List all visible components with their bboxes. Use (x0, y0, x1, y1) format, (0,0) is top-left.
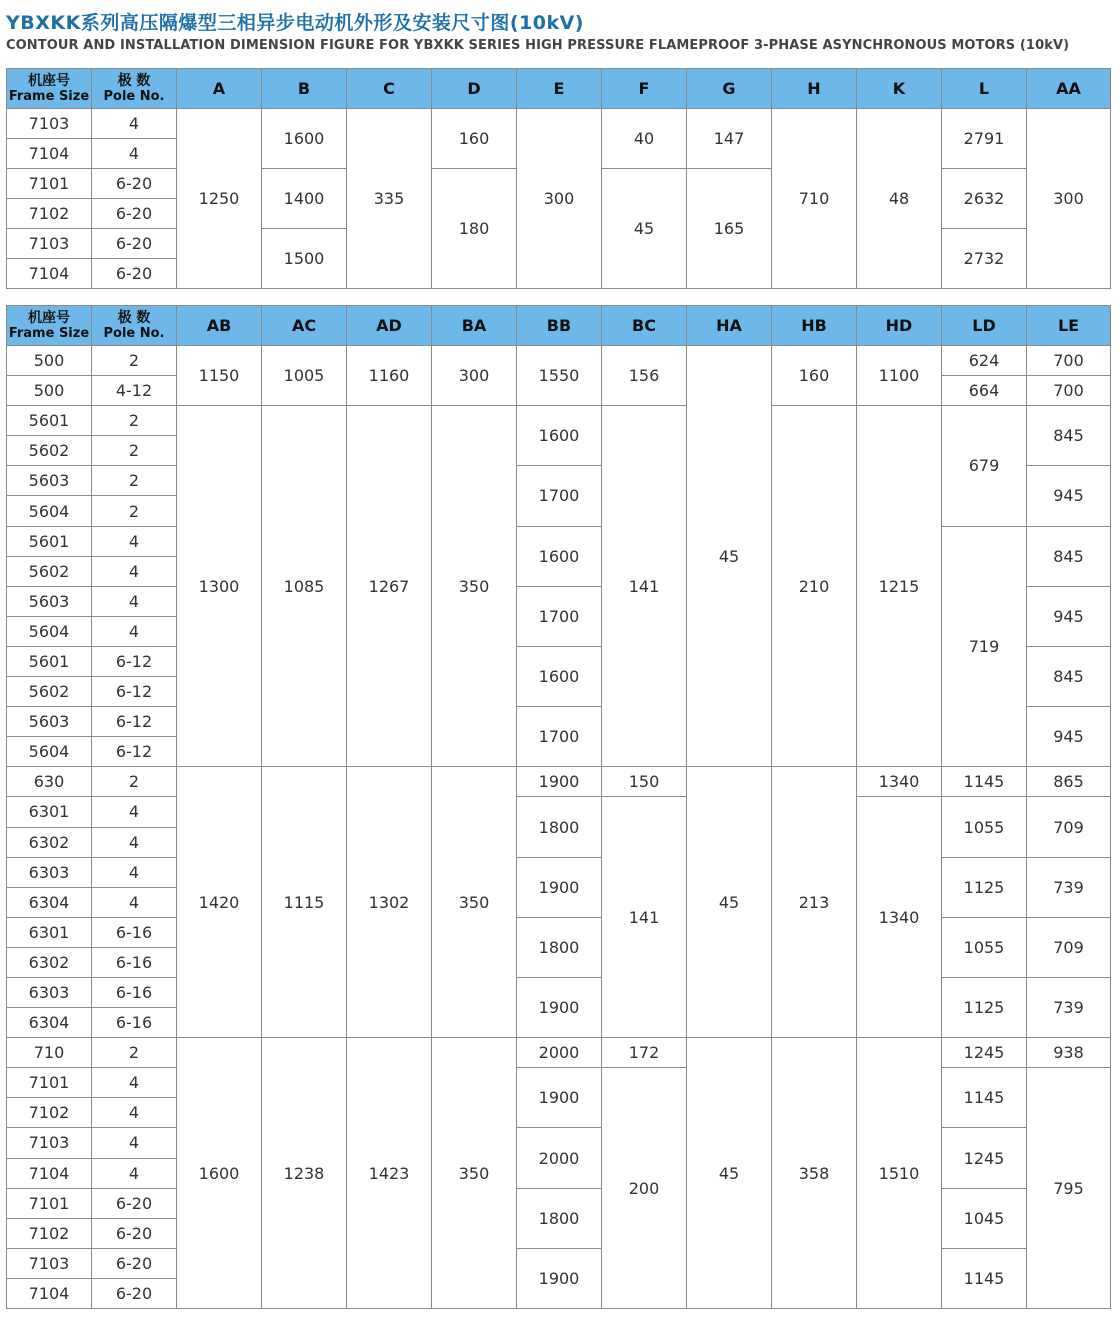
value-cell: 1150 (177, 346, 262, 406)
value-cell: 350 (432, 767, 517, 1038)
value-cell: 156 (602, 346, 687, 406)
column-header: LD (942, 306, 1027, 346)
frame-size-cell: 500 (7, 376, 92, 406)
pole-no-cell: 2 (92, 1038, 177, 1068)
value-cell: 1300 (177, 406, 262, 767)
value-cell: 1600 (517, 526, 602, 586)
value-cell: 1145 (942, 767, 1027, 797)
frame-size-cell: 6304 (7, 887, 92, 917)
column-header: D (432, 69, 517, 109)
value-cell: 1900 (517, 1248, 602, 1308)
value-cell: 1550 (517, 346, 602, 406)
table-row (7, 977, 1111, 1007)
value-cell: 2791 (942, 109, 1027, 169)
value-cell: 845 (1027, 526, 1111, 586)
pole-no-cell: 4 (92, 827, 177, 857)
column-header: BB (517, 306, 602, 346)
value-cell: 1500 (262, 229, 347, 289)
pole-no-cell: 6-16 (92, 1008, 177, 1038)
frame-size-cell: 7103 (7, 1128, 92, 1158)
pole-no-cell: 2 (92, 767, 177, 797)
value-cell: 1900 (517, 1068, 602, 1128)
value-cell: 1245 (942, 1128, 1027, 1188)
frame-size-cell: 7102 (7, 1098, 92, 1128)
value-cell: 300 (432, 346, 517, 406)
column-header: BC (602, 306, 687, 346)
value-cell: 213 (772, 767, 857, 1038)
pole-no-cell: 4 (92, 1098, 177, 1128)
value-cell: 172 (602, 1038, 687, 1068)
column-header: F (602, 69, 687, 109)
value-cell: 1340 (857, 797, 942, 1038)
pole-no-cell: 2 (92, 346, 177, 376)
column-header: A (177, 69, 262, 109)
header-pole-no (92, 69, 177, 109)
value-cell: 624 (942, 346, 1027, 376)
value-cell: 1145 (942, 1068, 1027, 1128)
frame-size-cell: 710 (7, 1038, 92, 1068)
value-cell: 141 (602, 797, 687, 1038)
frame-size-cell: 7101 (7, 169, 92, 199)
value-cell: 938 (1027, 1038, 1111, 1068)
value-cell: 165 (687, 169, 772, 289)
value-cell: 739 (1027, 857, 1111, 917)
column-header: HB (772, 306, 857, 346)
frame-size-cell: 7103 (7, 1248, 92, 1278)
value-cell: 45 (602, 169, 687, 289)
value-cell: 1340 (857, 767, 942, 797)
value-cell: 945 (1027, 586, 1111, 646)
column-header: E (517, 69, 602, 109)
table-row (7, 1188, 1111, 1218)
table-row (7, 1068, 1111, 1098)
value-cell: 2732 (942, 229, 1027, 289)
frame-size-cell: 7101 (7, 1068, 92, 1098)
value-cell: 719 (942, 526, 1027, 767)
value-cell: 180 (432, 169, 517, 289)
pole-no-cell: 6-20 (92, 229, 177, 259)
value-cell: 2632 (942, 169, 1027, 229)
value-cell: 300 (1027, 109, 1111, 289)
table-row (7, 917, 1111, 947)
table-row (7, 109, 1111, 139)
value-cell: 1700 (517, 586, 602, 646)
frame-size-cell: 7104 (7, 1278, 92, 1308)
column-header: H (772, 69, 857, 109)
value-cell: 1115 (262, 767, 347, 1038)
dimension-table-2 (6, 305, 1111, 1309)
frame-size-cell: 5602 (7, 556, 92, 586)
pole-no-cell: 2 (92, 406, 177, 436)
pole-no-cell: 4 (92, 1128, 177, 1158)
column-header: AD (347, 306, 432, 346)
value-cell: 1900 (517, 767, 602, 797)
value-cell: 1420 (177, 767, 262, 1038)
value-cell: 1700 (517, 466, 602, 526)
header-frame-en: Frame Size (8, 326, 90, 341)
frame-size-cell: 7103 (7, 229, 92, 259)
page-subtitle: CONTOUR AND INSTALLATION DIMENSION FIGURE FOR YBXKK SERIES HIGH PRESSURE FLAMEPROOF 3-PHASE ASYNCHRONOUS MOTORS (10kV) (6, 38, 1070, 53)
table-row (7, 1248, 1111, 1278)
value-cell: 1510 (857, 1038, 942, 1309)
pole-no-cell: 6-20 (92, 1218, 177, 1248)
table-row (7, 1038, 1111, 1068)
dimension-table-1 (6, 68, 1111, 289)
value-cell: 1055 (942, 797, 1027, 857)
frame-size-cell: 7102 (7, 1218, 92, 1248)
frame-size-cell: 7104 (7, 259, 92, 289)
frame-size-cell: 6304 (7, 1008, 92, 1038)
value-cell: 1145 (942, 1248, 1027, 1308)
column-header: BA (432, 306, 517, 346)
value-cell: 2000 (517, 1038, 602, 1068)
value-cell: 709 (1027, 917, 1111, 977)
value-cell: 1900 (517, 857, 602, 917)
column-header: LE (1027, 306, 1111, 346)
value-cell: 945 (1027, 466, 1111, 526)
pole-no-cell: 4 (92, 109, 177, 139)
value-cell: 1160 (347, 346, 432, 406)
column-header: B (262, 69, 347, 109)
value-cell: 1700 (517, 707, 602, 767)
page-title: YBXKK系列高压隔爆型三相异步电动机外形及安装尺寸图(10kV) (6, 12, 584, 34)
pole-no-cell: 2 (92, 466, 177, 496)
value-cell: 1250 (177, 109, 262, 289)
frame-size-cell: 7103 (7, 109, 92, 139)
value-cell: 300 (517, 109, 602, 289)
frame-size-cell: 5604 (7, 616, 92, 646)
pole-no-cell: 4-12 (92, 376, 177, 406)
value-cell: 45 (687, 767, 772, 1038)
value-cell: 1800 (517, 917, 602, 977)
pole-no-cell: 6-20 (92, 169, 177, 199)
table-row (7, 406, 1111, 436)
pole-no-cell: 6-20 (92, 1188, 177, 1218)
value-cell: 739 (1027, 977, 1111, 1037)
pole-no-cell: 6-20 (92, 199, 177, 229)
header-frame-size (7, 306, 92, 346)
value-cell: 1045 (942, 1188, 1027, 1248)
frame-size-cell: 5602 (7, 436, 92, 466)
column-header: AC (262, 306, 347, 346)
pole-no-cell: 6-12 (92, 707, 177, 737)
table-row (7, 346, 1111, 376)
frame-size-cell: 5603 (7, 707, 92, 737)
pole-no-cell: 4 (92, 797, 177, 827)
frame-size-cell: 7101 (7, 1188, 92, 1218)
header-pole-cn: 极 数 (117, 73, 151, 89)
value-cell: 210 (772, 406, 857, 767)
value-cell: 358 (772, 1038, 857, 1309)
frame-size-cell: 6302 (7, 827, 92, 857)
table-row (7, 526, 1111, 556)
pole-no-cell: 4 (92, 616, 177, 646)
header-pole-en: Pole No. (103, 89, 165, 104)
frame-size-cell: 7102 (7, 199, 92, 229)
header-pole-en: Pole No. (103, 326, 165, 341)
pole-no-cell: 4 (92, 586, 177, 616)
table-row (7, 857, 1111, 887)
value-cell: 1302 (347, 767, 432, 1038)
header-frame-cn: 机座号 (28, 310, 70, 326)
pole-no-cell: 4 (92, 857, 177, 887)
value-cell: 200 (602, 1068, 687, 1309)
value-cell: 160 (432, 109, 517, 169)
frame-size-cell: 5604 (7, 737, 92, 767)
frame-size-cell: 500 (7, 346, 92, 376)
value-cell: 350 (432, 1038, 517, 1309)
value-cell: 1600 (517, 406, 602, 466)
value-cell: 141 (602, 406, 687, 767)
pole-no-cell: 4 (92, 526, 177, 556)
value-cell: 700 (1027, 346, 1111, 376)
value-cell: 1900 (517, 977, 602, 1037)
header-pole-no (92, 306, 177, 346)
pole-no-cell: 6-16 (92, 947, 177, 977)
pole-no-cell: 6-20 (92, 1248, 177, 1278)
frame-size-cell: 6302 (7, 947, 92, 977)
column-header: C (347, 69, 432, 109)
header-frame-en: Frame Size (8, 89, 90, 104)
pole-no-cell: 4 (92, 556, 177, 586)
frame-size-cell: 6301 (7, 917, 92, 947)
value-cell: 795 (1027, 1068, 1111, 1309)
frame-size-cell: 6303 (7, 977, 92, 1007)
value-cell: 160 (772, 346, 857, 406)
pole-no-cell: 6-12 (92, 737, 177, 767)
frame-size-cell: 5601 (7, 526, 92, 556)
value-cell: 1267 (347, 406, 432, 767)
frame-size-cell: 5601 (7, 646, 92, 676)
value-cell: 1423 (347, 1038, 432, 1309)
value-cell: 1600 (262, 109, 347, 169)
pole-no-cell: 6-12 (92, 677, 177, 707)
value-cell: 350 (432, 406, 517, 767)
value-cell: 1600 (517, 646, 602, 706)
pole-no-cell: 2 (92, 436, 177, 466)
frame-size-cell: 5602 (7, 677, 92, 707)
value-cell: 1005 (262, 346, 347, 406)
frame-size-cell: 5604 (7, 496, 92, 526)
pole-no-cell: 6-16 (92, 917, 177, 947)
value-cell: 1245 (942, 1038, 1027, 1068)
frame-size-cell: 7104 (7, 1158, 92, 1188)
column-header: AA (1027, 69, 1111, 109)
frame-size-cell: 5603 (7, 466, 92, 496)
value-cell: 335 (347, 109, 432, 289)
value-cell: 1055 (942, 917, 1027, 977)
pole-no-cell: 4 (92, 139, 177, 169)
column-header: HA (687, 306, 772, 346)
frame-size-cell: 6301 (7, 797, 92, 827)
pole-no-cell: 6-16 (92, 977, 177, 1007)
pole-no-cell: 4 (92, 887, 177, 917)
frame-size-cell: 5603 (7, 586, 92, 616)
table-header-row (7, 306, 1111, 346)
frame-size-cell: 7104 (7, 139, 92, 169)
value-cell: 664 (942, 376, 1027, 406)
column-header: HD (857, 306, 942, 346)
value-cell: 700 (1027, 376, 1111, 406)
table-row (7, 797, 1111, 827)
value-cell: 709 (1027, 797, 1111, 857)
frame-size-cell: 6303 (7, 857, 92, 887)
value-cell: 48 (857, 109, 942, 289)
value-cell: 1238 (262, 1038, 347, 1309)
value-cell: 679 (942, 406, 1027, 526)
value-cell: 1800 (517, 797, 602, 857)
column-header: G (687, 69, 772, 109)
value-cell: 45 (687, 346, 772, 767)
frame-size-cell: 630 (7, 767, 92, 797)
value-cell: 1085 (262, 406, 347, 767)
value-cell: 710 (772, 109, 857, 289)
table-row (7, 1128, 1111, 1158)
value-cell: 1125 (942, 977, 1027, 1037)
pole-no-cell: 4 (92, 1068, 177, 1098)
value-cell: 945 (1027, 707, 1111, 767)
value-cell: 150 (602, 767, 687, 797)
pole-no-cell: 6-20 (92, 259, 177, 289)
value-cell: 45 (687, 1038, 772, 1309)
frame-size-cell: 5601 (7, 406, 92, 436)
value-cell: 40 (602, 109, 687, 169)
pole-no-cell: 2 (92, 496, 177, 526)
table-header-row (7, 69, 1111, 109)
value-cell: 1600 (177, 1038, 262, 1309)
value-cell: 1125 (942, 857, 1027, 917)
header-frame-cn: 机座号 (28, 73, 70, 89)
value-cell: 1400 (262, 169, 347, 229)
pole-no-cell: 6-20 (92, 1278, 177, 1308)
value-cell: 1100 (857, 346, 942, 406)
column-header: AB (177, 306, 262, 346)
table-row (7, 767, 1111, 797)
value-cell: 147 (687, 109, 772, 169)
pole-no-cell: 6-12 (92, 646, 177, 676)
value-cell: 845 (1027, 646, 1111, 706)
header-pole-cn: 极 数 (117, 310, 151, 326)
value-cell: 1800 (517, 1188, 602, 1248)
column-header: K (857, 69, 942, 109)
pole-no-cell: 4 (92, 1158, 177, 1188)
value-cell: 865 (1027, 767, 1111, 797)
header-frame-size (7, 69, 92, 109)
value-cell: 845 (1027, 406, 1111, 466)
value-cell: 2000 (517, 1128, 602, 1188)
value-cell: 1215 (857, 406, 942, 767)
column-header: L (942, 69, 1027, 109)
